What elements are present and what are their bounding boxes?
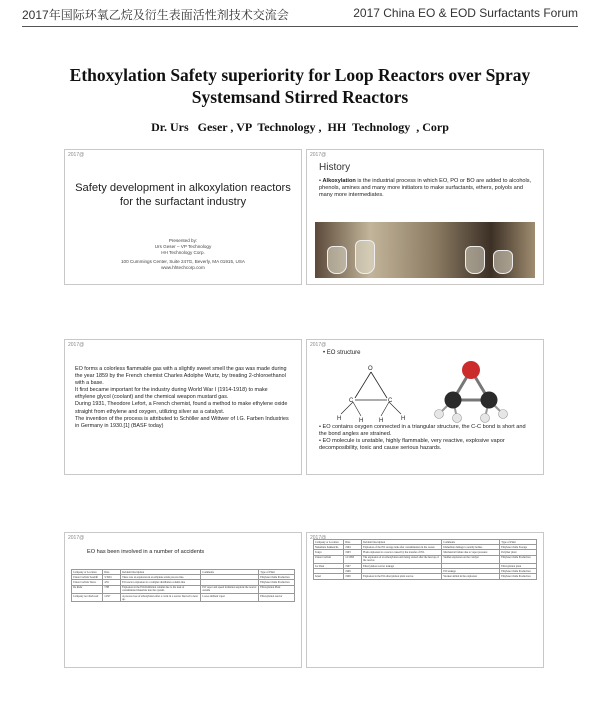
carbon-atom-label: C — [349, 398, 354, 404]
slide-1-presenter-block — [75, 238, 291, 271]
table-cell: 3/1991 — [103, 575, 121, 580]
carbon-atom — [445, 392, 462, 409]
slide-6-accidents-continued — [306, 532, 544, 668]
table-cell: EO reactor explosion in a complex distillation column line — [121, 580, 201, 585]
slide-4-bullet: • EO contains oxygen connected in a triangular structure, the C-C bond is short and the bond angles are strained. — [319, 424, 526, 437]
table-cell: Sudden explosion on the catalyst — [442, 555, 500, 563]
hydrogen-atom-label: H — [379, 418, 384, 424]
slide-3-body — [75, 366, 289, 430]
oxygen-atom-label: O — [368, 366, 373, 372]
slide-5-accidents — [64, 532, 302, 668]
carbon-atom — [481, 392, 498, 409]
ball-and-stick-model — [435, 361, 508, 423]
flask-shape — [327, 246, 347, 274]
presented-by-label: Presented by: — [168, 238, 198, 243]
table-cell: Ethylene Oxide Production — [259, 580, 295, 585]
hydrogen-atom-label: H — [337, 416, 342, 422]
lab-glassware-photo — [315, 222, 535, 278]
hydrogen-atom — [435, 410, 444, 419]
table-cell: Explosion in the EO ethoxylation plant reactor. — [362, 574, 442, 579]
slide-stamp: 2017@ — [310, 152, 327, 158]
table-cell: Ethylene Oxide Production — [259, 575, 295, 580]
table-cell: Tokyo — [314, 550, 344, 555]
table-cell: Ethoxylation Plant — [259, 585, 295, 593]
table-column-header: Type of Plant — [259, 570, 295, 575]
bond-line — [355, 372, 371, 398]
table-cell: Ethoxylation reactor — [259, 594, 295, 602]
slide-stamp: 2017@ — [68, 342, 85, 348]
table-cell: Explosion in the EO/distillation column due to the leak of contaminated materials into the system. — [121, 585, 201, 593]
table-cell: Flash explosion in a reactor caused by the transfer of EO. — [362, 550, 442, 555]
table-column-header: Date — [103, 570, 121, 575]
flask-shape — [355, 240, 375, 274]
table-row — [72, 594, 295, 602]
table-cell: 1994 — [344, 545, 362, 550]
presenter-name: Urs Geser – VP Technology — [154, 244, 212, 249]
table-row — [314, 574, 537, 579]
flask-shape — [465, 246, 485, 274]
slide-4-bullet-structure: • EO structure — [323, 350, 361, 356]
slide-3-eo-background — [64, 339, 302, 475]
table-column-header: Company or Location — [72, 570, 103, 575]
slide-4-bullets — [319, 424, 533, 452]
table-cell: Polymer plant — [500, 550, 537, 555]
table-cell: Immediate damage to nearby homes — [442, 545, 500, 550]
table-cell: 1999 — [344, 574, 362, 579]
table-cell: A process loss of ethoxylation after a crack in a reactor line led to heat up. — [121, 594, 201, 602]
table-column-header: Incident Description — [362, 540, 442, 545]
table-cell: Nakamura Kakkaicha — [314, 545, 344, 550]
eo-molecule-diagram — [331, 358, 521, 424]
page-header — [22, 6, 578, 24]
slide-2-heading: History — [319, 162, 351, 173]
table-cell: Ethoxylation reactor leakage — [362, 564, 442, 569]
presenter-company: HH Technology Corp. — [161, 250, 205, 255]
paper-title — [60, 64, 540, 108]
slide-stamp: 2017@ — [310, 342, 327, 348]
slide-1-heading: Safety development in alkoxylation reactors for the surfactant industry — [75, 182, 291, 208]
paragraph: The invention of the process is attributed to Schöller and Wittwer of I.G. Farben Industries in Germany in 1930.[1] (BASF today) — [75, 415, 289, 429]
table-cell: Ethoxylation plant — [500, 564, 537, 569]
table-cell: Ethylene Oxide Production — [500, 574, 537, 579]
alkoxylation-term: Alkoxylation — [322, 178, 356, 184]
table-column-header: Incident Description — [121, 570, 201, 575]
header-divider — [22, 26, 578, 27]
paragraph: During 1931, Theodore Lefort, a French chemist, found a method to make ethylene oxide straight from ethylene and oxygen, utilizing silver as a catalyst. — [75, 401, 288, 415]
table-cell: De Ruhr — [72, 585, 103, 593]
paragraph: EO forms a colorless flammable gas with a slightly sweet smell the gas was made during the year 1859 by the French chemist Charles Adolphe Wurtz, by treating 2-chloroethanol with a base. — [75, 366, 287, 387]
table-cell: Workers killed in the explosion — [442, 574, 500, 579]
table-cell: Ethylene Oxide Production — [500, 555, 537, 563]
table-cell: There was an explosion in an ethylene oxide process line. — [121, 575, 201, 580]
slide-4-bullet: • EO molecule is unstable, highly flammable, very reactive, explosive vapor decomposibility, toxic and cause serious hazards. — [319, 438, 505, 451]
table-column-header: Comments — [201, 570, 259, 575]
accidents-table — [313, 539, 537, 580]
slide-stamp: 2017@ — [68, 535, 85, 541]
hydrogen-atom-label: H — [359, 418, 364, 424]
slide-4-eo-structure — [306, 339, 544, 475]
slide-stamp: 2017@ — [310, 535, 327, 541]
bond-line — [381, 402, 389, 416]
paragraph: It first became important for the industry during World War I (1914-1918) to make ethylene glycol (coolant) and the chemical weapon mustard gas. — [75, 387, 268, 401]
table-cell: Israel — [314, 574, 344, 579]
table-cell: The explosion of an ethoxylation unit being started after the heat up of the reactor. — [362, 555, 442, 563]
structural-formula — [337, 366, 405, 424]
presenter-website: www.hhtechcorp.com — [161, 265, 205, 270]
table-cell: 12/1993 — [344, 555, 362, 563]
bond-line — [371, 372, 387, 398]
title-line-1: Ethoxylation Safety superiority for Loop Reactors over Spray — [69, 65, 531, 85]
table-cell: Ethylene Oxide Production — [500, 569, 537, 574]
table-cell: EO vapor and speed formation explode the reactor outside — [201, 585, 259, 593]
slide-1-title — [64, 149, 302, 285]
table-cell: 12/97 — [103, 594, 121, 602]
table-cell: Explosion of the EO storage tank after contamination in the vessel. — [362, 545, 442, 550]
table-cell: 1997 — [344, 564, 362, 569]
table-cell: Lu Shan — [314, 564, 344, 569]
table-cell: EO leakage — [442, 569, 500, 574]
presenter-address: 100 Cummings Center, Suite 247G, Beverly, MA 01915, USA — [120, 259, 245, 264]
slide-stamp: 2017@ — [68, 152, 85, 158]
table-column-header: Date — [344, 540, 362, 545]
title-line-2: Systemsand Stirred Reactors — [191, 87, 409, 107]
table-cell: Union Carbide Texas — [72, 580, 103, 585]
table-cell: Union Carbide Seadrift — [72, 575, 103, 580]
table-cell: 1999 — [344, 569, 362, 574]
table-column-header: Company or Location — [314, 540, 344, 545]
table-cell: Loose ambient vapor — [201, 594, 259, 602]
hydrogen-atom — [499, 410, 508, 419]
slide-2-bullet: • Alkoxylation is the industrial process in which EO, PO or BO are added to alcohols, phenols, amines and many more initiators to make surfactants, ethers, polyols and many more intermediates. — [319, 178, 532, 198]
table-cell: Union Carbide — [314, 555, 344, 563]
table-column-header: Type of Plant — [500, 540, 537, 545]
accidents-table — [71, 569, 295, 602]
table-cell: Company not disclosed — [72, 594, 103, 602]
carbon-atom-label: C — [388, 398, 393, 404]
table-cell: 1993 — [344, 550, 362, 555]
hydrogen-atom-label: H — [401, 416, 406, 422]
slide-5-heading: EO has been involved in a number of accidents — [87, 549, 205, 555]
hydrogen-atom — [481, 414, 490, 423]
bond-line — [353, 402, 361, 416]
table-column-header: Comments — [442, 540, 500, 545]
oxygen-atom — [462, 361, 480, 379]
table-cell: Ethylene Oxide Storage — [500, 545, 537, 550]
flask-shape — [493, 250, 513, 274]
slide-2-history — [306, 149, 544, 285]
hydrogen-atom — [453, 414, 462, 423]
table-row — [314, 555, 537, 563]
table-row — [72, 585, 295, 593]
header-left-text: 2017年国际环氧乙烷及衍生表面活性剂技术交流会 — [22, 8, 289, 22]
alkoxylation-definition: is the industrial process in which EO, PO or BO are added to alcohols, phenols, amines and many more initiators to make surfactants, ethers, polyols and many more intermediates. — [319, 178, 532, 198]
table-cell: 7/88 — [103, 585, 121, 593]
header-right-text: 2017 China EO & EOD Surfactants Forum — [353, 6, 578, 20]
table-cell: Mechanical failure due to vapor pressure — [442, 550, 500, 555]
table-cell: 4/91 — [103, 580, 121, 585]
author-line: Dr. Urs Geser , VP Technology , HH Technology , Corp — [151, 120, 449, 134]
